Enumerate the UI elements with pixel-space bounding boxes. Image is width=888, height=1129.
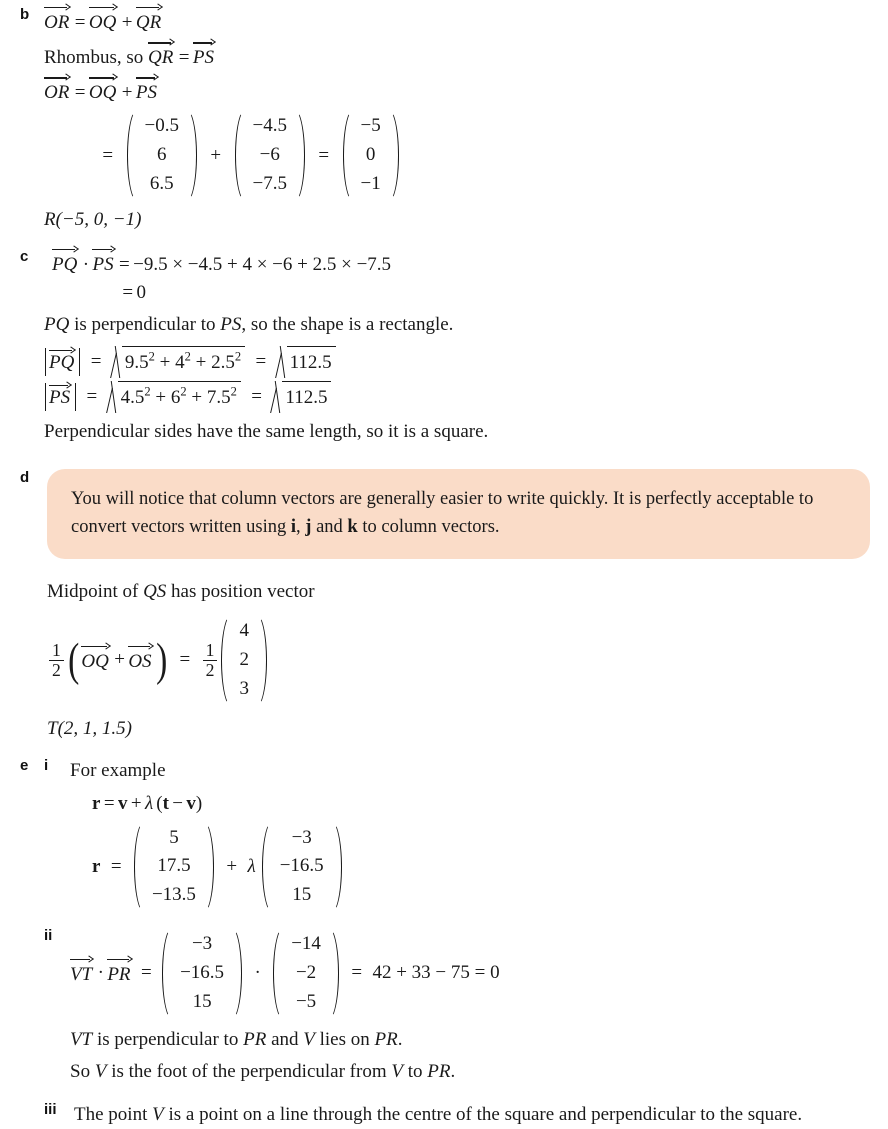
equals-sign: = [86,385,98,407]
part-b-line-2 [44,41,888,72]
paren-close: ) [195,793,203,815]
dot-product-evaluation: 42 + 33 − 75 = 0 [372,962,500,984]
plus-sign: + [226,855,238,877]
vector-component: −14 [291,933,321,955]
plus-sign-2: + [121,82,133,104]
part-e-sub-iii-label: iii [44,1100,57,1118]
vector-OQ-2: OQ [89,76,116,107]
vector-OQ-3: OQ [81,645,108,676]
vector-PS: PS [193,41,214,72]
radical-sign-icon [108,381,119,413]
vector-QR-2: QR [148,41,173,72]
vector-PS-3: PS [92,248,113,279]
dot-operator-2: · [254,962,261,984]
period: . [397,1028,403,1050]
equals-sign: = [140,962,152,984]
midpoint-text-post: has position vector [171,580,315,602]
for-example-text: For example [70,759,166,781]
vector-PS-4: PS [49,384,70,409]
sqrt-result-PQ [277,346,336,378]
minus-sign: − [172,793,184,815]
vector-component: 4 [239,620,249,642]
term: 4.5 [120,386,145,408]
separator: and [311,516,348,537]
segment-PR-3: PR [427,1061,451,1083]
radicand-result: 112.5 [287,346,336,378]
equals-sign-2: = [178,47,190,69]
equals-sign: = [103,793,115,815]
fraction-one-half-2 [203,641,218,680]
paren-right [186,109,198,202]
paren-left [161,927,173,1020]
denominator: 2 [203,660,218,680]
equals-sign: = [122,282,134,304]
vector-PS-2: PS [136,76,157,107]
vector-PQ-2: PQ [49,349,74,374]
part-e-sub-i [44,757,888,913]
part-d-midpoint-equation: $\frac{1}{2}$ ( OQ + OS ) = $\frac{1}{2}$ 4 2 3 [47,614,870,707]
segment-PQ: PQ [44,314,70,336]
part-b-label: b [20,6,30,23]
exponent: 2 [144,384,151,399]
vector-component: 0 [365,144,376,166]
part-d-label: d [20,468,30,486]
part-b [0,6,888,234]
sqrt-result-PS [272,381,331,413]
plus-sign-3: + [210,144,222,166]
equals-sign: = [251,385,262,407]
vector-QR: QR [136,6,161,37]
paren-left [342,109,354,202]
lambda-symbol-2: λ [247,855,256,877]
column-vector-direction [261,821,343,914]
text: is the foot of the perpendicular from [111,1061,387,1083]
midpoint-text-pre: Midpoint of [47,580,139,602]
paren-open: ( [156,793,163,815]
point-V-description [74,1101,888,1129]
vector-OS: OS [128,645,151,676]
radicand-PQ: $9.5^2 + 4^2 + 2.5^2$ [122,346,245,378]
vector-t: t [162,793,169,815]
numerator: 1 [52,639,61,660]
text: The point [74,1103,148,1125]
part-b-result: R(−5, 0, −1) [44,208,142,230]
part-d-midpoint-statement [47,578,870,607]
magnitude-bars-PS [45,383,76,411]
column-vector-3 [342,109,400,202]
part-c-body [44,248,888,446]
part-e-sub-iii [44,1101,888,1129]
part-e-sub-ii-body [70,927,888,1087]
vector-component: 6 [157,144,167,166]
part-e-sub-iii-body [74,1101,888,1129]
lambda-symbol: λ [145,793,154,815]
perpendicular-statement-VT [70,1026,888,1055]
paren-left [220,614,232,707]
vector-component: −2 [295,962,317,984]
rhombus-text: Rhombus, so [44,47,144,69]
vector-component: 3 [239,677,249,699]
separator: , [296,516,306,537]
paren-right [328,927,340,1020]
part-d [0,469,888,743]
point-V-3: V [391,1061,403,1083]
paren-left [126,109,138,202]
tip-text-part-1: You will notice that column vectors are generally easier to write quickly. It is perfectly acceptable to convert vectors written using [71,488,814,537]
equals-sign-4: = [102,144,114,166]
segment-PR: PR [243,1028,267,1050]
dot-product-expansion: −9.5 × −4.5 + 4 × −6 + 2.5 × −7.5 [133,254,392,276]
vector-component: 2 [239,649,249,671]
part-b-body [44,6,888,234]
radicand-result: 112.5 [282,381,331,413]
part-d-body [44,469,888,743]
text: and [271,1028,299,1050]
vector-component: 17.5 [157,855,191,877]
radical-sign-icon [112,346,123,378]
part-b-vector-equation [44,109,888,202]
dot-product-value: 0 [136,282,147,304]
equals-sign: = [90,350,102,372]
line-equation-general [70,790,888,818]
text: is perpendicular to [96,1028,239,1050]
vector-component: −5 [295,990,317,1012]
plus-sign: + [121,12,133,33]
sqrt-expression-PS [108,381,241,413]
radical-sign-icon [272,381,283,413]
dot-operator: · [82,254,90,276]
vector-OR-2: OR [44,76,69,107]
vector-component: −13.5 [151,884,196,906]
text: lies on [319,1028,370,1050]
vector-component: −16.5 [279,855,324,877]
exponent: 2 [234,349,242,364]
vector-component: −3 [191,933,213,955]
radicand-PS: $4.5^2 + 6^2 + 7.5^2$ [118,381,241,413]
segment-QS: QS [143,580,167,602]
paren-right [331,821,343,914]
point-V-2: V [94,1061,107,1083]
vector-v-2: v [186,793,196,815]
vector-OQ: OQ [89,6,116,37]
segment-VT: VT [70,1028,93,1050]
vector-component: −6 [259,144,280,166]
numerator: 1 [205,639,215,660]
column-vector-2 [234,109,306,202]
unit-vector-i: i [290,516,297,537]
column-vector-PR [272,927,340,1020]
term: 7.5 [206,386,231,408]
text: to [407,1061,423,1083]
unit-vector-j: j [305,516,312,537]
vector-component: 5 [169,826,179,848]
paren-right [388,109,400,202]
unit-vector-k: k [347,516,358,537]
equals-sign-3: = [74,82,86,104]
vector-component: −5 [360,115,381,137]
term: 2.5 [211,351,235,373]
segment-PR-2: PR [374,1028,398,1050]
vector-component: 6.5 [149,173,174,195]
vector-OR: OR [44,6,69,37]
plus-sign: + [130,793,142,815]
magnitude-bars-PQ [45,348,80,376]
part-b-line-3 [44,76,888,107]
segment-PS: PS [220,314,242,336]
vector-PR: PR [107,958,130,989]
rectangle-text: , so the shape is a rectangle. [241,314,454,336]
part-c-magnitude-PS [44,381,888,413]
equals-sign: = [118,254,130,276]
term: 9.5 [124,351,149,373]
vector-VT: VT [70,958,92,989]
exponent: 2 [180,384,187,399]
sqrt-expression-PQ [112,346,245,378]
part-e [0,757,888,1129]
part-b-line-1 [44,6,888,37]
part-c-dot-product-line [44,248,888,279]
part-c-conclusion: Perpendicular sides have the same length, so it is a square. [44,421,489,442]
equals-sign-5: = [318,144,330,166]
exponent: 2 [148,349,155,364]
paren-left [272,927,284,1020]
vector-v: v [117,793,128,815]
dot-operator: · [97,962,104,984]
exponent: 2 [184,349,191,364]
period: . [450,1061,456,1083]
column-vector-1 [126,109,198,202]
perp-text: is perpendicular to [74,314,216,336]
foot-of-perpendicular-statement [70,1058,888,1087]
point-V: V [303,1028,315,1050]
equals-sign: = [110,855,122,877]
equals-sign: = [179,649,191,671]
column-vector-midpoint [220,614,268,707]
vector-component: −1 [360,173,381,195]
text: is a point on a line through the centre of the square and perpendicular to the square. [168,1103,803,1125]
column-vector-VT [161,927,243,1020]
vector-component: −16.5 [180,962,225,984]
part-e-sub-i-body [70,757,888,913]
worked-solution-page [0,6,888,1125]
vector-component: −4.5 [252,115,287,137]
equals-sign: = [74,12,86,33]
point-V-4: V [152,1103,164,1125]
denominator: 2 [49,660,64,680]
part-e-body [44,757,888,1129]
column-vector-v [133,821,215,914]
part-e-label: e [20,756,29,774]
term: 4 [175,351,185,373]
vector-component: 15 [192,990,212,1012]
paren-left [133,821,145,914]
tip-callout-box [47,469,870,559]
plus-sign: + [114,649,125,671]
equals-sign: = [255,350,267,372]
vector-component: −3 [291,826,312,848]
dot-product-VT-PR [70,927,888,1020]
exponent: 2 [230,384,237,399]
vector-r: r [92,793,101,815]
radical-sign-icon [277,346,288,378]
part-c [0,248,888,446]
tip-text-part-2: to column vectors. [357,516,500,537]
paren-right [203,821,215,914]
tip-callout-text [71,485,846,541]
vector-component: 15 [292,884,312,906]
part-e-sub-ii-label: ii [44,927,53,945]
vector-component: −0.5 [144,115,179,137]
paren-right [231,927,243,1020]
vector-r-2: r [92,855,101,877]
vector-component: −7.5 [252,173,287,195]
part-e-sub-i-label: i [44,756,49,774]
paren-left [234,109,246,202]
paren-right [256,614,268,707]
part-c-label: c [20,248,29,266]
part-d-result: T(2, 1, 1.5) [47,717,132,739]
part-e-sub-ii [44,927,888,1087]
fraction-one-half [49,641,64,680]
equals-sign-2: = [351,962,363,984]
paren-left [261,821,273,914]
part-c-magnitude-PQ [44,346,888,378]
vector-PQ: PQ [52,248,77,279]
part-c-perpendicular-statement [44,311,888,340]
line-equation-numeric [70,821,888,914]
part-c-dot-result-line [44,279,888,307]
text: So [70,1061,91,1083]
term: 6 [170,386,181,408]
paren-right [294,109,306,202]
